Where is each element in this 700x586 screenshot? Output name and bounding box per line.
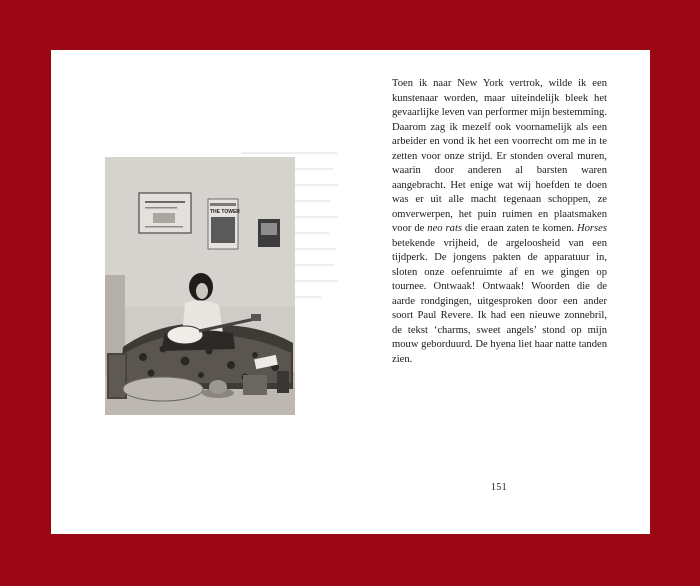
right-page <box>350 50 650 534</box>
photograph <box>105 157 295 415</box>
body-text <box>392 77 607 367</box>
duffel-bag <box>123 377 203 401</box>
body-text-part: Toen ik naar New York vertrok, wilde ik een kunstenaar worden, maar uiteindelijk bleek het gevaarlijke leven van performer mijn bestemming. Daarom zag ik mezelf ook voornamelijk als een arbeider en vond ik het een voorrecht om me in te zetten voor onze strijd. Er stonden overal muren, waarin door anderen al barsten waren aangebracht. Het enige wat wij hoefden te doen was er uit alle macht tegenaan schoppen, ze omverwerpen, het puin ruimen en plaatsmaken voor de <box>392 78 607 234</box>
page-number: 151 <box>491 482 507 493</box>
guitar <box>167 326 203 344</box>
body-text-part: die eraan zaten te komen. <box>462 223 577 234</box>
body-text-part: betekende vrijheid, de argeloosheid van een tijdperk. De jongens pakten de apparatuur in, sloten onze oefenruimte af en we gingen op tournee. Ontwaak! Ontwaak! Woorden die de aarde rondgingen, uitgesproken door een ander soort Paul Revere. Ik had een nieuwe zonnebril, de tekst ‘charms, sweet angels’ stond op mijn mouw geborduurd. De hyena liet haar natte tanden zien. <box>392 237 607 365</box>
left-page <box>51 50 350 534</box>
book-spread <box>51 50 650 534</box>
small-case <box>243 375 267 395</box>
body-text-italic: neo rats <box>427 223 463 234</box>
body-text-italic: Horses <box>576 223 607 234</box>
poster-text: THE TOWER <box>210 209 240 215</box>
